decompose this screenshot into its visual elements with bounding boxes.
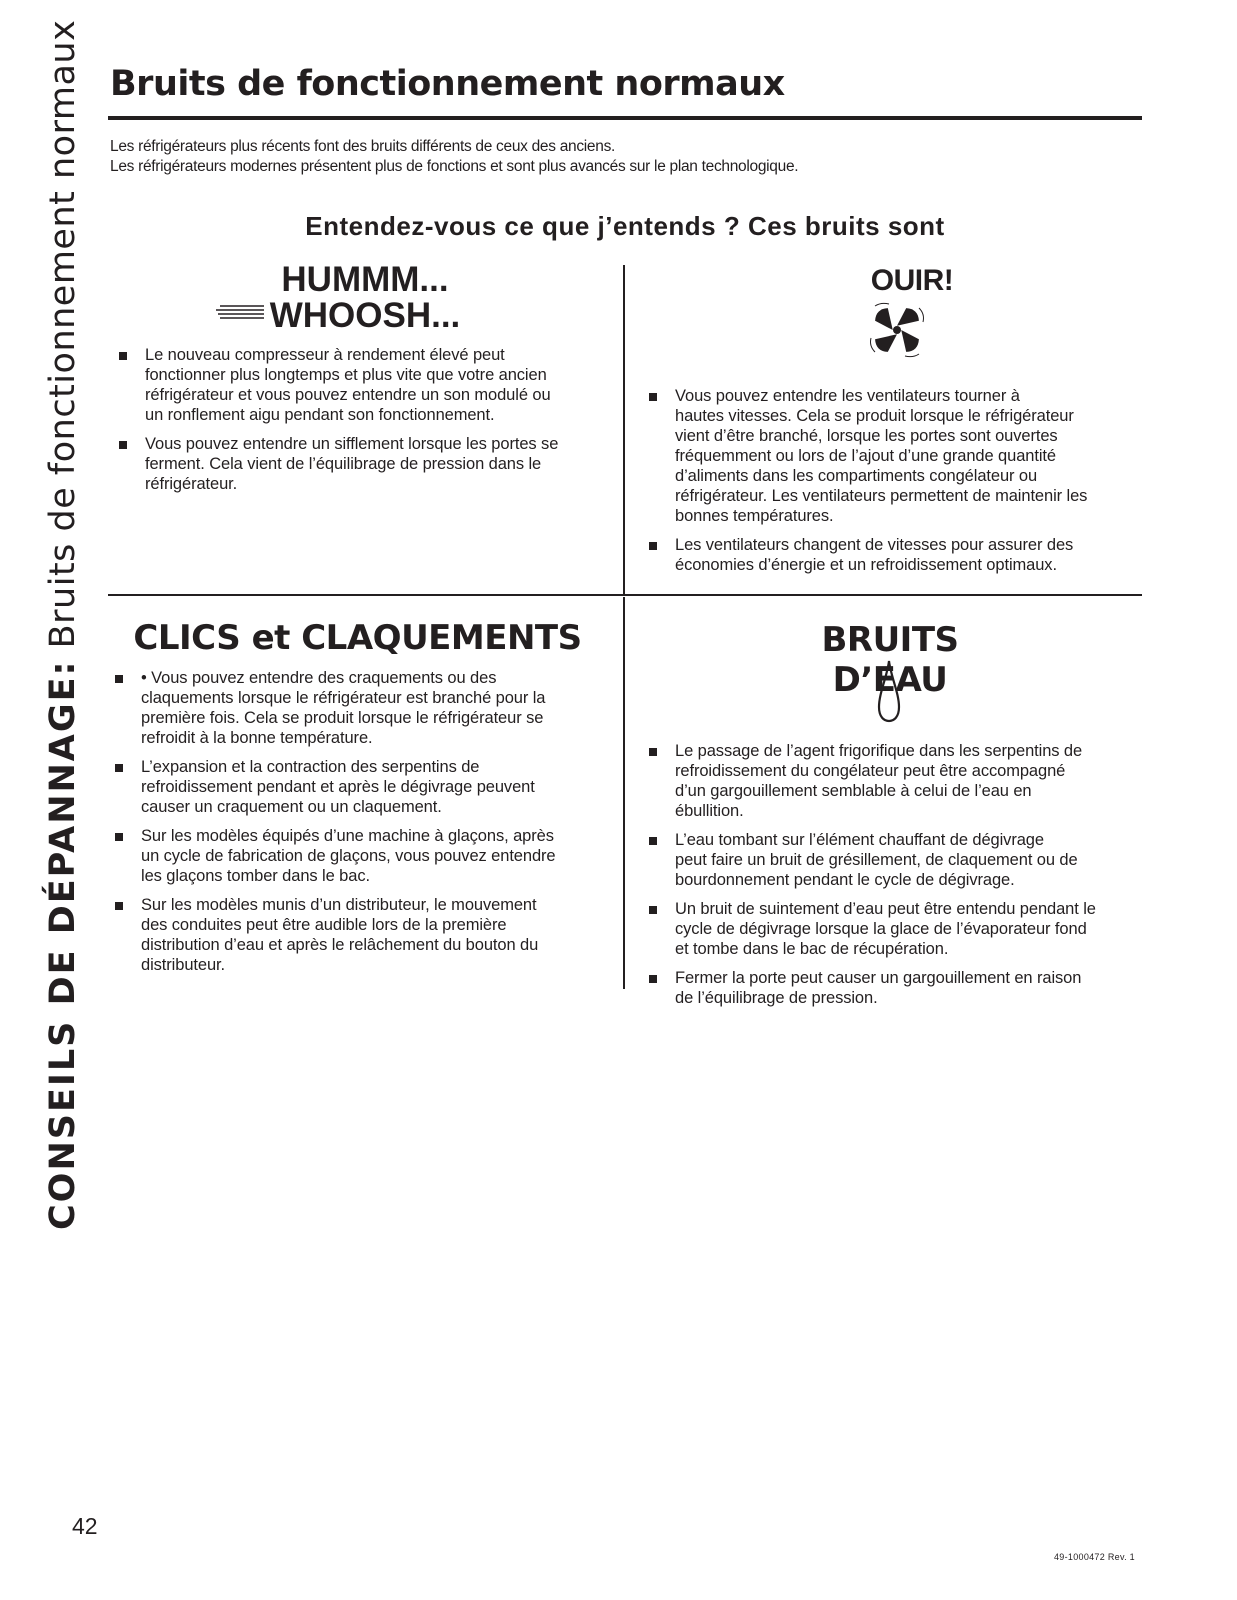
ouir-list: [649, 386, 1087, 584]
fan-icon: [866, 300, 928, 360]
page-number: 42: [72, 1513, 98, 1539]
page-title: Bruits de fonctionnement normaux: [110, 64, 785, 104]
list-item: Les ventilateurs changent de vitesses pour assurer des économies d’énergie et un refroidissement optimaux.: [649, 535, 1087, 575]
heading-clics: CLICS et CLAQUEMENTS: [133, 618, 582, 658]
subheading: Entendez-vous ce que j’entends ? Ces bruits sont: [305, 211, 945, 241]
intro-line-2: Les réfrigérateurs modernes présentent plus de fonctions et sont plus avancés sur le plan technologique.: [110, 158, 799, 175]
heading-hummm-line1: HUMMM...: [281, 260, 449, 299]
clics-list: [115, 668, 556, 984]
vertical-divider-bottom: [623, 597, 625, 989]
list-item: Sur les modèles munis d’un distributeur, le mouvement des conduites peut être audible lors de la première distribution d’eau et après le relâchement du bouton du distributeur.: [115, 895, 556, 975]
eau-list: [649, 741, 1096, 1017]
list-item: Un bruit de suintement d’eau peut être entendu pendant le cycle de dégivrage lorsque la glace de l’évaporateur fond et tombe dans le bac de récupération.: [649, 899, 1096, 959]
heading-ouir: OUIR!: [870, 264, 954, 297]
intro-text: [110, 137, 798, 177]
list-item: Le passage de l’agent frigorifique dans les serpentins de refroidissement du congélateur peut être accompagné d’un gargouillement semblable à celui de l’eau en ébullition.: [649, 741, 1096, 821]
list-item: L’expansion et la contraction des serpentins de refroidissement pendant et après le dégivrage peuvent causer un craquement ou un claquement.: [115, 757, 556, 817]
heading-hummm-line2: WHOOSH...: [269, 296, 461, 335]
speed-lines-icon: [216, 304, 266, 322]
list-item: Sur les modèles équipés d’une machine à glaçons, après un cycle de fabrication de glaçons, vous pouvez entendre les glaçons tomber dans le bac.: [115, 826, 556, 886]
sidebar-title-bold: CONSEILS DE DÉPANNAGE:: [43, 659, 83, 1230]
intro-line-1: Les réfrigérateurs plus récents font des bruits différents de ceux des anciens.: [110, 138, 616, 155]
list-item: Le nouveau compresseur à rendement élevé peut fonctionner plus longtemps et plus vite que votre ancien réfrigérateur et vous pouvez entendre un son modulé ou un ronflement aigu pendant son fonctionnement.: [119, 345, 558, 425]
sidebar-title-light: Bruits de fonctionnement normaux: [43, 19, 83, 649]
sidebar-title: [43, 19, 83, 1230]
list-item: • Vous pouvez entendre des craquements ou des claquements lorsque le réfrigérateur est branché pour la première fois. Cela se produit lorsque le réfrigérateur se refroidit à la bonne température.: [115, 668, 556, 748]
heading-hummm: [260, 262, 470, 334]
list-item: Vous pouvez entendre les ventilateurs tourner à hautes vitesses. Cela se produit lorsque le réfrigérateur vient d’être branché, lorsque les portes sont ouvertes fréquemment ou lors de l’ajout d’une grande quantité d’aliments dans les compartiments congélateur ou réfrigérateur. Les ventilateurs permettent de maintenir les bonnes températures.: [649, 386, 1087, 526]
document-reference: 49-1000472 Rev. 1: [1054, 1552, 1135, 1562]
horizontal-divider: [108, 594, 1142, 596]
title-rule: [108, 116, 1142, 120]
list-item: L’eau tombant sur l’élément chauffant de dégivrage peut faire un bruit de grésillement, de claquement ou de bourdonnement pendant le cycle de dégivrage.: [649, 830, 1096, 890]
list-item: Vous pouvez entendre un sifflement lorsque les portes se ferment. Cela vient de l’équilibrage de pression dans le réfrigérateur.: [119, 434, 558, 494]
heading-eau: BRUITS D’EAU: [821, 620, 959, 700]
hummm-list: [119, 345, 558, 503]
list-item: Fermer la porte peut causer un gargouillement en raison de l’équilibrage de pression.: [649, 968, 1096, 1008]
water-drop-icon: [876, 659, 902, 723]
vertical-divider-top: [623, 265, 625, 595]
